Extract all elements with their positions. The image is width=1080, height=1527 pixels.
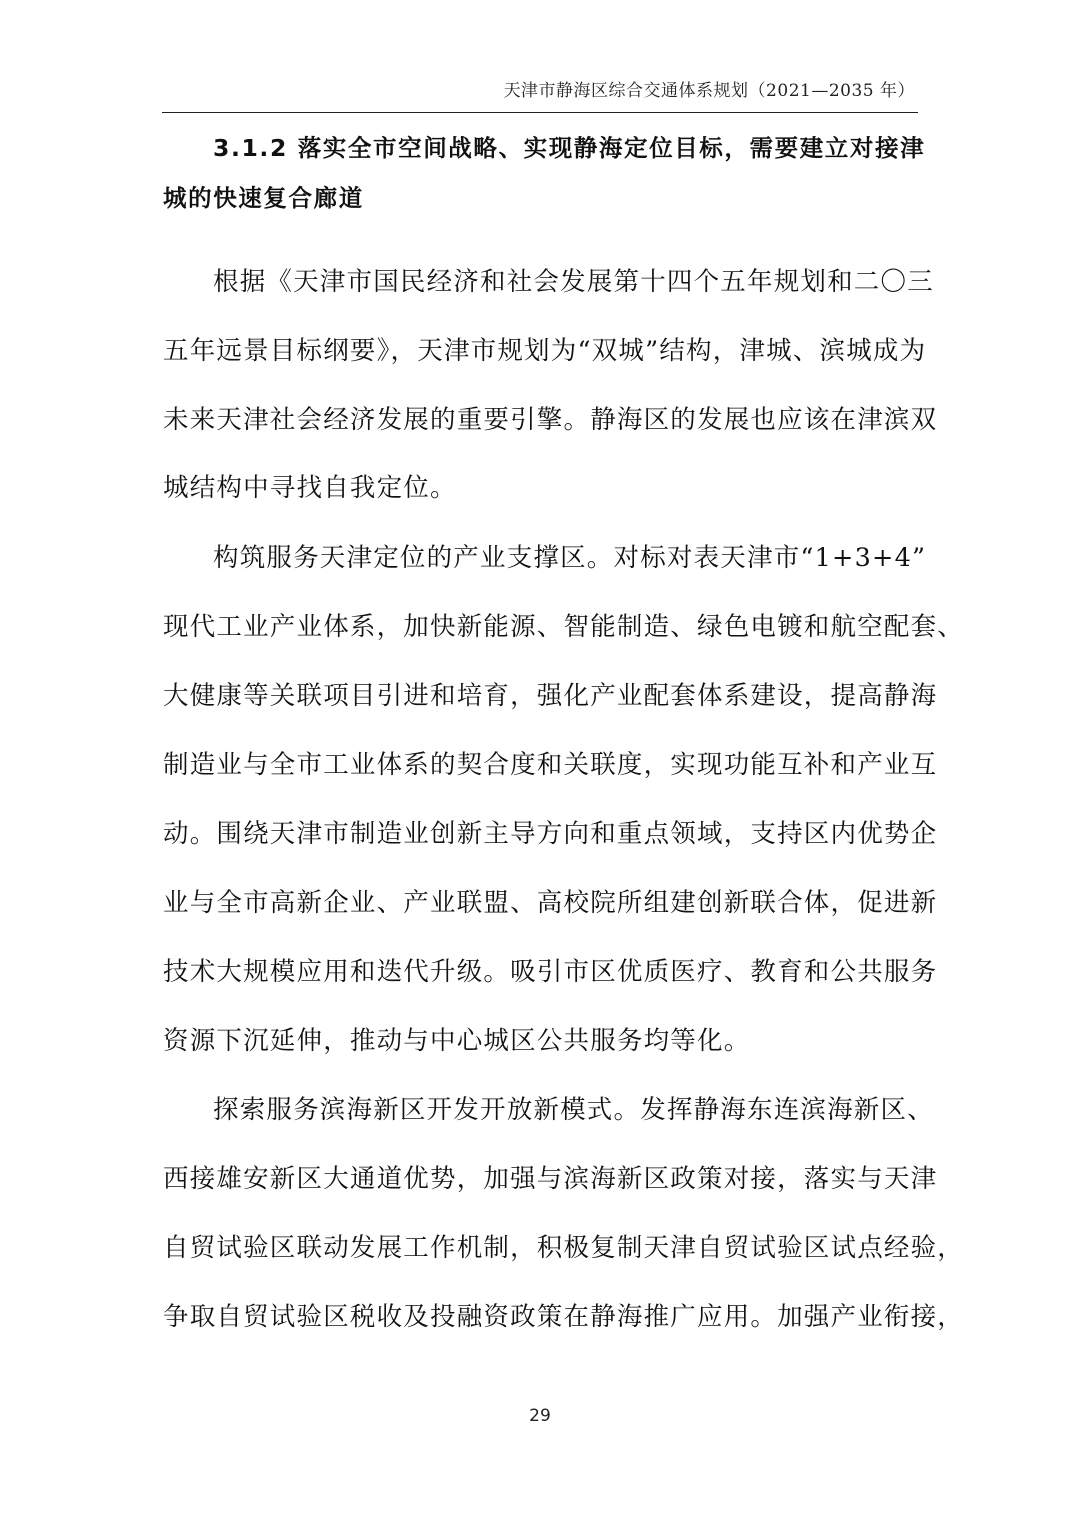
paragraph-2-line-3: 大健康等关联项目引进和培育，强化产业配套体系建设，提高静海 [163, 681, 938, 711]
paragraph-2-line-5: 动。围绕天津市制造业创新主导方向和重点领域，支持区内优势企 [163, 819, 938, 849]
page-number: 29 [529, 1406, 551, 1426]
paragraph-2-line-6: 业与全市高新企业、产业联盟、高校院所组建创新联合体，促进新 [163, 888, 938, 918]
paragraph-1-line-2: 五年远景目标纲要》，天津市规划为“双城”结构，津城、滨城成为 [163, 336, 927, 366]
paragraph-3-line-2: 西接雄安新区大通道优势，加强与滨海新区政策对接，落实与天津 [163, 1164, 938, 1194]
section-heading-line-1: 3.1.2 落实全市空间战略、实现静海定位目标，需要建立对接津 [213, 134, 926, 162]
running-header-title: 天津市静海区综合交通体系规划（2021—2035 年） [503, 81, 915, 101]
paragraph-1-line-1: 根据《天津市国民经济和社会发展第十四个五年规划和二〇三 [213, 267, 934, 297]
paragraph-3-line-4: 争取自贸试验区税收及投融资政策在静海推广应用。加强产业衔接， [163, 1302, 965, 1332]
paragraph-2-line-8: 资源下沉延伸，推动与中心城区公共服务均等化。 [163, 1026, 751, 1056]
paragraph-3-line-3: 自贸试验区联动发展工作机制，积极复制天津自贸试验区试点经验， [163, 1233, 965, 1263]
paragraph-1-line-4: 城结构中寻找自我定位。 [163, 473, 457, 503]
header-divider [162, 112, 918, 113]
section-heading-line-2: 城的快速复合廊道 [163, 184, 364, 212]
paragraph-2-line-1: 构筑服务天津定位的产业支撑区。对标对表天津市“1+3+4” [213, 543, 927, 573]
paragraph-1-line-3: 未来天津社会经济发展的重要引擎。静海区的发展也应该在津滨双 [163, 405, 938, 435]
paragraph-2-line-7: 技术大规模应用和迭代升级。吸引市区优质医疗、教育和公共服务 [163, 957, 938, 987]
paragraph-2-line-4: 制造业与全市工业体系的契合度和关联度，实现功能互补和产业互 [163, 750, 938, 780]
paragraph-2-line-2: 现代工业产业体系，加快新能源、智能制造、绿色电镀和航空配套、 [163, 612, 965, 642]
paragraph-3-line-1: 探索服务滨海新区开发开放新模式。发挥静海东连滨海新区、 [213, 1095, 934, 1125]
